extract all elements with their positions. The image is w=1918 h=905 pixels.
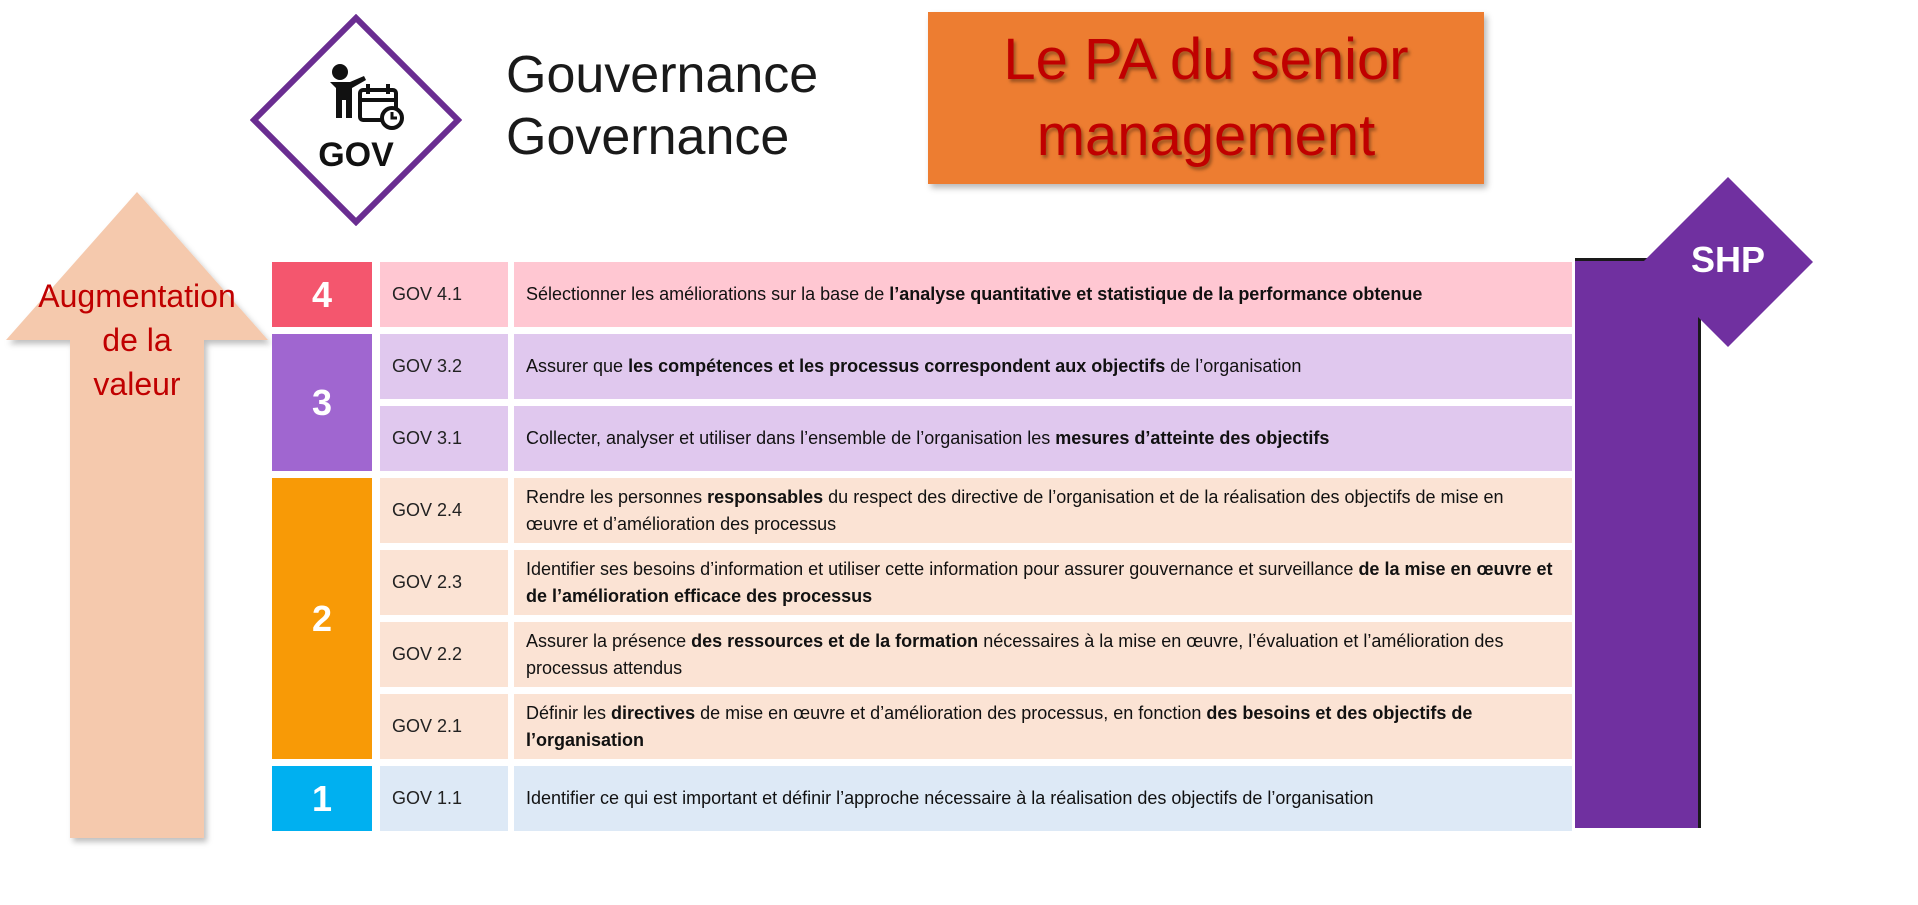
level-4-badge	[272, 262, 372, 327]
level-3-number: 3	[311, 381, 333, 423]
gov-logo	[250, 14, 462, 226]
practice-code: GOV 1.1	[380, 766, 508, 831]
description-text: nécessaires à la mise en œuvre, l’évaluation et l’amélioration des processus attendus	[526, 630, 1504, 678]
practice-code: GOV 2.3	[380, 550, 508, 615]
level-1-badge	[272, 766, 372, 831]
title-french: Gouvernance	[506, 46, 819, 104]
practice-code: GOV 2.1	[380, 694, 508, 759]
description-bold-text: des ressources et de la formation	[691, 630, 979, 651]
description-bold-text: les compétences et les processus correspondent aux objectifs	[628, 356, 1166, 376]
practice-code: GOV 3.2	[380, 334, 508, 399]
description-bold-text: l’analyse quantitative et statistique de la performance obtenue	[889, 284, 1423, 304]
description-bold-text: mesures d’atteinte des objectifs	[1055, 428, 1330, 448]
description-text: du respect des directive de l’organisation et de la réalisation des objectifs de mise en œuvre et d’amélioration des processus	[526, 486, 1504, 534]
description-bold-text: directives	[611, 702, 696, 723]
practice-description	[514, 694, 1572, 759]
value-arrow-label	[24, 274, 250, 406]
description-text: de l’organisation	[1165, 356, 1302, 376]
arrow-label-line-3: valeur	[93, 366, 181, 402]
arrow-label-line-2: de la	[102, 322, 172, 358]
shp-label: SHP	[1690, 239, 1766, 280]
practice-description	[514, 478, 1572, 543]
practice-description	[514, 406, 1572, 471]
practice-code: GOV 2.4	[380, 478, 508, 543]
description-bold-text: de la mise en œuvre et de l’amélioration efficace des processus	[526, 558, 1553, 606]
description-text: Sélectionner les améliorations sur la base de	[526, 284, 890, 304]
description-text: Collecter, analyser et utiliser dans l’ensemble de l’organisation les	[526, 428, 1056, 448]
practice-code: GOV 2.2	[380, 622, 508, 687]
description-text: Assurer que	[526, 356, 629, 376]
description-bold-text: des besoins et des objectifs de l’organisation	[526, 702, 1473, 750]
practice-description	[514, 766, 1572, 831]
description-text: Assurer la présence	[526, 630, 692, 651]
level-2-badge	[272, 478, 372, 759]
practice-description	[514, 262, 1572, 327]
level-3-badge	[272, 334, 372, 471]
description-bold-text: responsables	[707, 486, 824, 507]
banner-line-2: management	[1036, 103, 1376, 168]
level-4-number: 4	[311, 273, 333, 315]
practice-description	[514, 334, 1572, 399]
description-text: de mise en œuvre et d’amélioration des processus, en fonction	[695, 702, 1207, 723]
description-text: Rendre les personnes	[526, 486, 708, 507]
logo-label: GOV	[318, 136, 394, 174]
title-english: Governance	[506, 108, 790, 166]
practice-description	[514, 550, 1572, 615]
practice-code: GOV 3.1	[380, 406, 508, 471]
gov-diamond-icon	[250, 14, 462, 226]
practice-description	[514, 622, 1572, 687]
page-title	[506, 44, 818, 168]
level-2-number: 2	[311, 597, 333, 639]
banner-line-1: Le PA du senior	[1003, 27, 1409, 92]
senior-management-banner	[928, 12, 1484, 184]
arrow-label-line-1: Augmentation	[38, 278, 236, 314]
description-text: Définir les	[526, 702, 612, 723]
description-text: Identifier ses besoins d’information et utiliser cette information pour assurer gouvernance et surveillance	[526, 558, 1359, 579]
practice-code: GOV 4.1	[380, 262, 508, 327]
description-text: Identifier ce qui est important et définir l’approche nécessaire à la réalisation des objectifs de l’organisation	[526, 788, 1374, 808]
level-1-number: 1	[311, 777, 333, 819]
